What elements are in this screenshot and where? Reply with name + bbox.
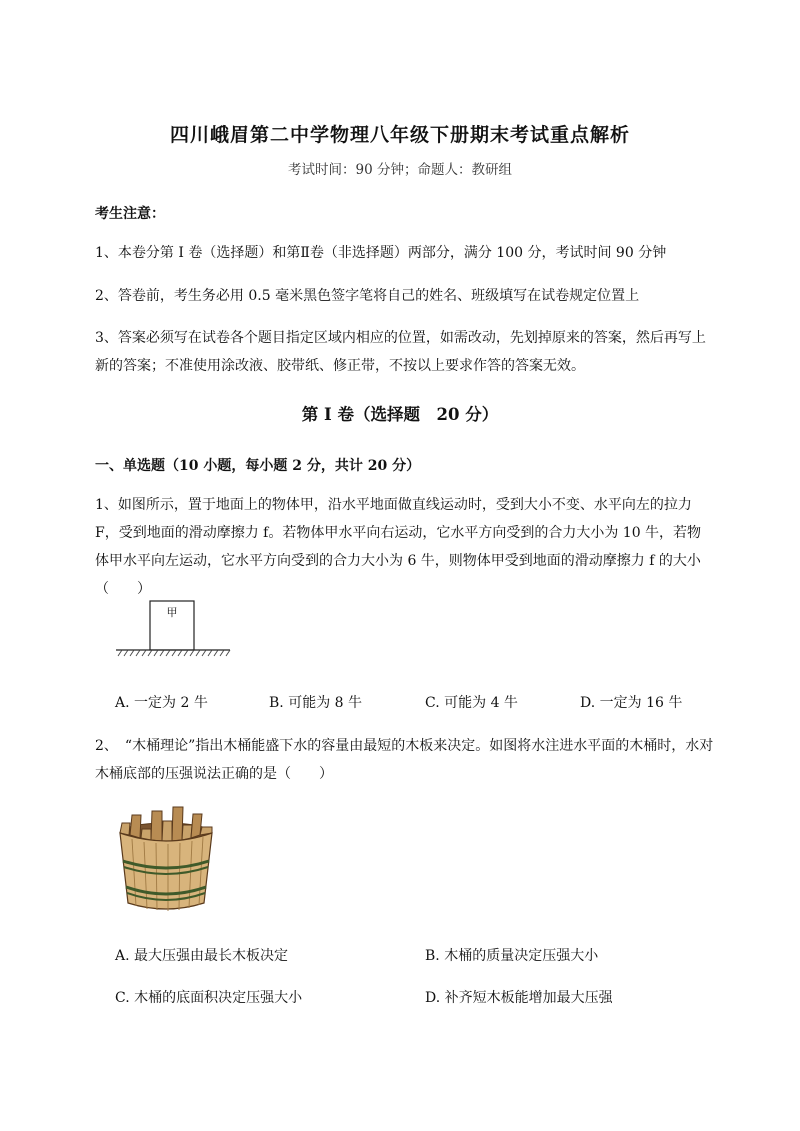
q1-option-b: B. 可能为 8 牛 [269,695,362,711]
block-on-ground-figure [112,596,234,660]
notice-item-3: 3、答案必须写在试卷各个题目指定区域内相应的位置，如需改动，先划掉原来的答案，然后再写上新的答案；不准使用涂改液、胶带纸、修正带，不按以上要求作答的答案无效。 [95,330,706,374]
block-label: 甲 [166,606,178,619]
q1-option-d: D. 一定为 16 牛 [580,695,683,711]
subsection-title: 一、单选题（10 小题，每小题 2 分，共计 20 分） [95,458,421,474]
q2-option-d: D. 补齐短木板能增加最大压强 [425,990,613,1006]
question-2-stem: 2、 “木桶理论”指出木桶能盛下水的容量由最短的木板来决定。如图将水注进水平面的木桶时，水对木桶底部的压强说法正确的是（ ） [95,738,714,782]
q2-option-b: B. 木桶的质量决定压强大小 [425,948,599,964]
q1-option-c: C. 可能为 4 牛 [425,695,518,711]
question-1-stem: 1、如图所示，置于地面上的物体甲，沿水平地面做直线运动时，受到大小不变、水平向左的拉力 F，受到地面的滑动摩擦力 f。若物体甲水平向右运动，它水平方向受到的合力大小为 10 牛，若物体甲水平向左运动，它水平方向受到的合力大小为 6 牛，则物体甲受到地面的滑动摩擦力 f 的大小（ ） [95,497,702,597]
notice-item-2: 2、答卷前，考生务必用 0.5 毫米黑色签字笔将自己的姓名、班级填写在试卷规定位置上 [95,288,640,304]
wooden-bucket-figure [108,805,224,917]
page-title: 四川峨眉第二中学物理八年级下册期末考试重点解析 [169,124,630,146]
q1-option-a: A. 一定为 2 牛 [115,695,208,711]
notice-item-1: 1、本卷分第 I 卷（选择题）和第Ⅱ卷（非选择题）两部分，满分 100 分，考试时间 90 分钟 [95,245,667,261]
exam-info: 考试时间：90 分钟；命题人：教研组 [288,162,512,178]
notice-heading: 考生注意： [95,206,165,222]
section-title: 第 I 卷（选择题 20 分） [301,405,499,424]
q2-option-c: C. 木桶的底面积决定压强大小 [115,990,303,1006]
q2-option-a: A. 最大压强由最长木板决定 [115,948,289,964]
